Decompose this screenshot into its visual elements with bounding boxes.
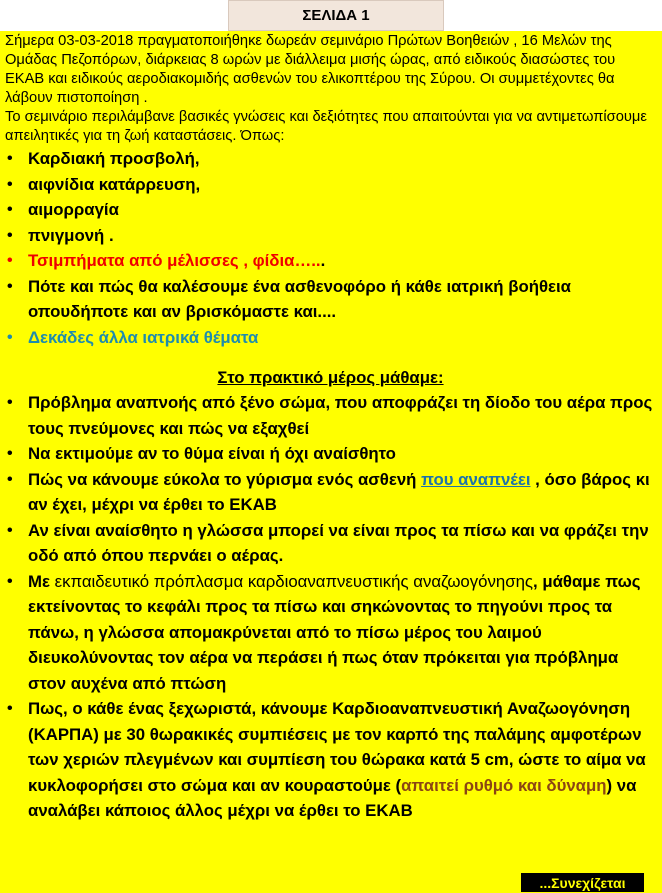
- bullet-icon: •: [7, 572, 13, 590]
- bullet-icon: •: [7, 470, 13, 488]
- intro-paragraph-1: Σήμερα 03-03-2018 πραγματοποιήθηκε δωρεάν σεμινάριο Πρώτων Βοηθειών , 16 Μελών της Ομάδας Πεζοπόρων, διάρκειας 8 ωρών με διάλλειμα μισής ώρας, από ειδικούς διασώστες του ΕΚΑΒ και ειδικούς αεροδιακομιδής ασθενών του ελικοπτέρου της Σύρου. Οι συμμετέχοντες θα λάβουν πιστοποίηση .: [5, 33, 616, 106]
- list-item: • πνιγμονή .: [5, 223, 656, 249]
- list-item: • Τσιμπήματα από μέλισσες , φίδια…...: [5, 248, 656, 274]
- list-item: • Πώς να κάνουμε εύκολα το γύρισμα ενός ασθενή που αναπνέει , όσο βάρος κι αν έχει, μέχρι να έρθει το ΕΚΑΒ: [5, 467, 656, 518]
- bullet-icon: •: [7, 226, 13, 244]
- list-item: • Πρόβλημα αναπνοής από ξένο σώμα, που αποφράζει τη δίοδο του αέρα προς τους πνεύμονες και πώς να εξαχθεί: [5, 390, 656, 441]
- bullet-icon: •: [7, 394, 13, 411]
- list-item: • Δεκάδες άλλα ιατρικά θέματα: [5, 325, 656, 351]
- page-label: ΣΕΛΙΔΑ 1: [228, 0, 444, 31]
- practical-section-title: Στο πρακτικό μέρος μάθαμε:: [217, 368, 444, 387]
- list-item: • Πως, ο κάθε ένας ξεχωριστά, κάνουμε Καρδιοαναπνευστική Αναζωογόνηση (ΚΑΡΠΑ) με 30 θωρακικές συμπιέσεις με τον καρπό της παλάμης αμφοτέρων των χεριών πλεγμένων και συμπίεση του θώρακα κατά 5 cm, ώστε το αίμα να κυκλοφορήσει στο σώμα και αν κουραστούμε (απαιτεί ρυθμό και δύναμη) να αναλάβει κάποιος άλλος μέχρι να έρθει το ΕΚΑΒ: [5, 696, 656, 824]
- list-item: • Πότε και πώς θα καλέσουμε ένα ασθενοφόρο ή κάθε ιατρική βοήθεια οπουδήποτε και αν βρισκόμαστε και....: [5, 274, 656, 325]
- bullet-icon: •: [7, 277, 13, 295]
- list-item: • αιφνίδια κατάρρευση,: [5, 172, 656, 198]
- bullet-icon: •: [7, 201, 13, 218]
- list-item: • Καρδιακή προσβολή,: [5, 146, 656, 172]
- bullet-icon: •: [7, 252, 13, 269]
- bullet-icon: •: [7, 175, 13, 193]
- bullet-icon: •: [7, 150, 13, 167]
- bullet-icon: •: [7, 521, 13, 539]
- bullet-icon: •: [7, 328, 13, 346]
- bullet-icon: •: [7, 445, 13, 462]
- breathing-link[interactable]: που αναπνέει: [421, 469, 531, 489]
- list-item: • αιμορραγία: [5, 197, 656, 223]
- list-item: • Να εκτιμούμε αν το θύμα είναι ή όχι αναίσθητο: [5, 441, 656, 467]
- list-item: • Αν είναι αναίσθητο η γλώσσα μπορεί να είναι προς τα πίσω και να φράζει την οδό από όπου περνάει ο αέρας.: [5, 518, 656, 569]
- continues-badge: ...Συνεχίζεται: [521, 873, 644, 892]
- intro-paragraph-2: Το σεμινάριο περιλάμβανε βασικές γνώσεις και δεξιότητες που απαιτούνται για να αντιμετωπίσουμε απειλητικές για τη ζωή καταστάσεις. Όπως:: [5, 109, 647, 144]
- list-item: • Με εκπαιδευτικό πρόπλασμα καρδιοαναπνευστικής αναζωογόνησης, μάθαμε πως εκτείνοντας το κεφάλι προς τα πίσω και σηκώνοντας το πηγούνι προς τα πάνω, η γλώσσα απομακρύνεται από το πίσω μέρος του λαιμού διευκολύνοντας τον αέρα να περάσει ή πως όταν πρόκειται για πρόβλημα στον αυχένα από πτώση: [5, 569, 656, 697]
- bullet-icon: •: [7, 700, 13, 717]
- document-page: [0, 31, 662, 893]
- topics-list: [5, 146, 656, 350]
- practical-list: [5, 390, 656, 824]
